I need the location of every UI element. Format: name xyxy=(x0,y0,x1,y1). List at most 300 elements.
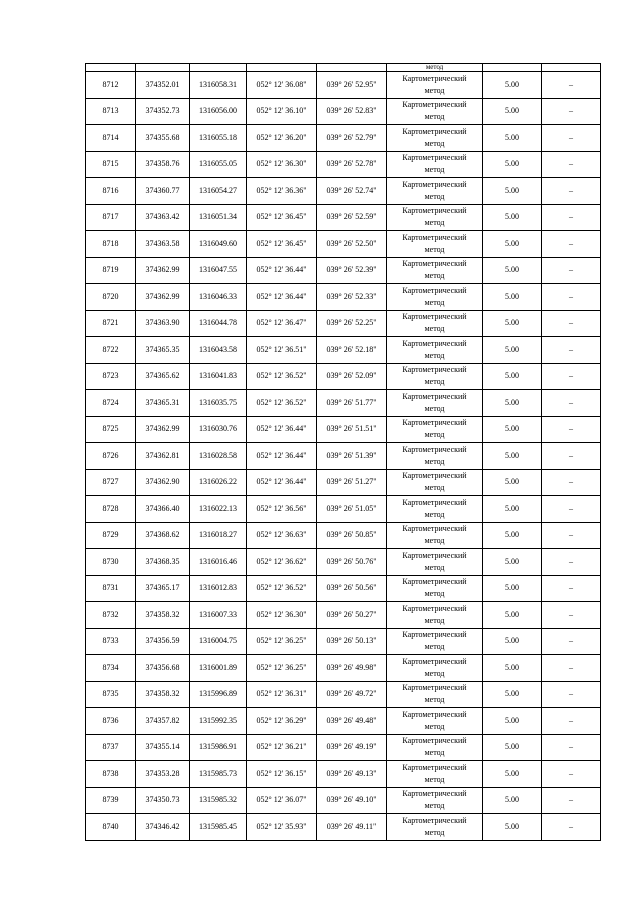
cell-accuracy: 5.00 xyxy=(483,628,542,655)
method-line-2: метод xyxy=(424,191,445,201)
cell-latitude: 052° 12' 36.52" xyxy=(247,390,317,417)
cell-method xyxy=(387,98,483,125)
cell-x-coordinate: 374363.58 xyxy=(136,231,190,258)
method-line-2: метод xyxy=(424,642,445,652)
cell-method xyxy=(387,469,483,496)
cell-method-continued: метод xyxy=(387,64,483,72)
cell-longitude: 039° 26' 50.85" xyxy=(317,522,387,549)
cell-description: – xyxy=(542,814,601,841)
cell-y-coordinate: 1316054.27 xyxy=(190,178,247,205)
cell-latitude: 052° 12' 36.52" xyxy=(247,575,317,602)
method-line-1: Картометрический xyxy=(402,683,467,693)
method-line-2: метод xyxy=(424,721,445,731)
method-line-2: метод xyxy=(424,271,445,281)
cell-method xyxy=(387,681,483,708)
table-row xyxy=(86,337,601,364)
method-line-2: метод xyxy=(424,827,445,837)
method-line-1: Картометрический xyxy=(402,709,467,719)
cell-description: – xyxy=(542,231,601,258)
cell-y-coordinate: 1316012.83 xyxy=(190,575,247,602)
method-line-1: Картометрический xyxy=(402,471,467,481)
cell-point-number: 8729 xyxy=(86,522,136,549)
method-line-2: метод xyxy=(424,801,445,811)
method-line-1: Картометрический xyxy=(402,656,467,666)
table-row xyxy=(86,602,601,629)
cell-latitude: 052° 12' 36.10" xyxy=(247,98,317,125)
cell-method xyxy=(387,416,483,443)
cell-longitude: 039° 26' 51.05" xyxy=(317,496,387,523)
cell-empty xyxy=(136,64,190,72)
cell-accuracy: 5.00 xyxy=(483,204,542,231)
cell-latitude: 052° 12' 36.45" xyxy=(247,231,317,258)
cell-accuracy: 5.00 xyxy=(483,72,542,99)
cell-accuracy: 5.00 xyxy=(483,549,542,576)
method-line-1: Картометрический xyxy=(402,232,467,242)
cell-point-number: 8712 xyxy=(86,72,136,99)
cell-accuracy: 5.00 xyxy=(483,337,542,364)
cell-y-coordinate: 1315985.73 xyxy=(190,761,247,788)
cell-latitude: 052° 12' 36.25" xyxy=(247,628,317,655)
cell-accuracy: 5.00 xyxy=(483,522,542,549)
cell-longitude: 039° 26' 52.25" xyxy=(317,310,387,337)
cell-x-coordinate: 374362.99 xyxy=(136,257,190,284)
cell-y-coordinate: 1316007.33 xyxy=(190,602,247,629)
method-line-2: метод xyxy=(424,668,445,678)
cell-point-number: 8728 xyxy=(86,496,136,523)
cell-longitude: 039° 26' 52.95" xyxy=(317,72,387,99)
cell-latitude: 052° 12' 36.52" xyxy=(247,363,317,390)
table-row xyxy=(86,787,601,814)
cell-x-coordinate: 374358.32 xyxy=(136,681,190,708)
method-line-1: Картометрический xyxy=(402,577,467,587)
method-line-2: метод xyxy=(424,244,445,254)
cell-method xyxy=(387,178,483,205)
cell-longitude: 039° 26' 49.11" xyxy=(317,814,387,841)
cell-y-coordinate: 1316055.05 xyxy=(190,151,247,178)
cell-longitude: 039° 26' 49.10" xyxy=(317,787,387,814)
cell-y-coordinate: 1316041.83 xyxy=(190,363,247,390)
cell-y-coordinate: 1316004.75 xyxy=(190,628,247,655)
cell-x-coordinate: 374353.28 xyxy=(136,761,190,788)
method-line-2: метод xyxy=(424,112,445,122)
cell-accuracy: 5.00 xyxy=(483,257,542,284)
cell-point-number: 8731 xyxy=(86,575,136,602)
cell-description: – xyxy=(542,628,601,655)
table-row xyxy=(86,98,601,125)
method-line-2: метод xyxy=(424,483,445,493)
method-line-1: Картометрический xyxy=(402,418,467,428)
cell-x-coordinate: 374358.32 xyxy=(136,602,190,629)
cell-description: – xyxy=(542,72,601,99)
cell-empty xyxy=(317,64,387,72)
method-line-2: метод xyxy=(424,218,445,228)
cell-y-coordinate: 1316044.78 xyxy=(190,310,247,337)
cell-x-coordinate: 374362.99 xyxy=(136,284,190,311)
cell-empty xyxy=(483,64,542,72)
method-line-1: Картометрический xyxy=(402,312,467,322)
table-row xyxy=(86,125,601,152)
cell-x-coordinate: 374368.62 xyxy=(136,522,190,549)
cell-y-coordinate: 1316047.55 xyxy=(190,257,247,284)
table-row xyxy=(86,231,601,258)
cell-description: – xyxy=(542,734,601,761)
cell-longitude: 039° 26' 51.39" xyxy=(317,443,387,470)
cell-empty xyxy=(86,64,136,72)
cell-latitude: 052° 12' 35.93" xyxy=(247,814,317,841)
cell-point-number: 8732 xyxy=(86,602,136,629)
method-line-2: метод xyxy=(424,377,445,387)
cell-latitude: 052° 12' 36.44" xyxy=(247,469,317,496)
table-row xyxy=(86,416,601,443)
method-line-2: метод xyxy=(424,562,445,572)
cell-description: – xyxy=(542,125,601,152)
table-row xyxy=(86,708,601,735)
cell-y-coordinate: 1316051.34 xyxy=(190,204,247,231)
cell-latitude: 052° 12' 36.44" xyxy=(247,257,317,284)
cell-accuracy: 5.00 xyxy=(483,98,542,125)
cell-method xyxy=(387,204,483,231)
cell-longitude: 039° 26' 49.19" xyxy=(317,734,387,761)
cell-y-coordinate: 1316016.46 xyxy=(190,549,247,576)
cell-point-number: 8715 xyxy=(86,151,136,178)
method-line-1: Картометрический xyxy=(402,338,467,348)
cell-y-coordinate: 1316026.22 xyxy=(190,469,247,496)
cell-description: – xyxy=(542,151,601,178)
method-line-1: Картометрический xyxy=(402,603,467,613)
cell-method xyxy=(387,443,483,470)
cell-method xyxy=(387,549,483,576)
table-row xyxy=(86,390,601,417)
cell-latitude: 052° 12' 36.62" xyxy=(247,549,317,576)
cell-method xyxy=(387,125,483,152)
method-line-2: метод xyxy=(424,297,445,307)
cell-latitude: 052° 12' 36.30" xyxy=(247,602,317,629)
cell-x-coordinate: 374363.42 xyxy=(136,204,190,231)
cell-x-coordinate: 374358.76 xyxy=(136,151,190,178)
cell-accuracy: 5.00 xyxy=(483,231,542,258)
cell-y-coordinate: 1316022.13 xyxy=(190,496,247,523)
cell-y-coordinate: 1315985.32 xyxy=(190,787,247,814)
cell-point-number: 8719 xyxy=(86,257,136,284)
cell-method xyxy=(387,602,483,629)
cell-accuracy: 5.00 xyxy=(483,125,542,152)
method-line-1: Картометрический xyxy=(402,815,467,825)
method-line-2: метод xyxy=(424,615,445,625)
cell-method xyxy=(387,734,483,761)
cell-description: – xyxy=(542,416,601,443)
cell-method xyxy=(387,257,483,284)
cell-accuracy: 5.00 xyxy=(483,761,542,788)
method-line-2: метод xyxy=(424,430,445,440)
table-row xyxy=(86,522,601,549)
table-row xyxy=(86,761,601,788)
cell-method xyxy=(387,761,483,788)
method-line-1: Картометрический xyxy=(402,179,467,189)
cell-latitude: 052° 12' 36.45" xyxy=(247,204,317,231)
method-line-2: метод xyxy=(424,695,445,705)
cell-description: – xyxy=(542,204,601,231)
cell-y-coordinate: 1316046.33 xyxy=(190,284,247,311)
cell-y-coordinate: 1316056.00 xyxy=(190,98,247,125)
method-line-1: Картометрический xyxy=(402,497,467,507)
cell-latitude: 052° 12' 36.25" xyxy=(247,655,317,682)
cell-empty xyxy=(542,64,601,72)
table-row xyxy=(86,469,601,496)
cell-accuracy: 5.00 xyxy=(483,708,542,735)
cell-longitude: 039° 26' 52.78" xyxy=(317,151,387,178)
cell-method xyxy=(387,363,483,390)
cell-description: – xyxy=(542,681,601,708)
cell-point-number: 8718 xyxy=(86,231,136,258)
method-line-2: метод xyxy=(424,774,445,784)
cell-accuracy: 5.00 xyxy=(483,814,542,841)
cell-point-number: 8716 xyxy=(86,178,136,205)
cell-longitude: 039° 26' 50.13" xyxy=(317,628,387,655)
cell-longitude: 039° 26' 52.83" xyxy=(317,98,387,125)
cell-point-number: 8736 xyxy=(86,708,136,735)
cell-x-coordinate: 374356.68 xyxy=(136,655,190,682)
cell-accuracy: 5.00 xyxy=(483,390,542,417)
method-line-2: метод xyxy=(424,138,445,148)
cell-x-coordinate: 374365.35 xyxy=(136,337,190,364)
cell-accuracy: 5.00 xyxy=(483,443,542,470)
cell-longitude: 039° 26' 49.13" xyxy=(317,761,387,788)
method-line-1: Картометрический xyxy=(402,789,467,799)
cell-description: – xyxy=(542,602,601,629)
cell-point-number: 8730 xyxy=(86,549,136,576)
cell-x-coordinate: 374357.82 xyxy=(136,708,190,735)
cell-longitude: 039° 26' 49.48" xyxy=(317,708,387,735)
cell-y-coordinate: 1316028.58 xyxy=(190,443,247,470)
cell-accuracy: 5.00 xyxy=(483,363,542,390)
method-line-2: метод xyxy=(424,324,445,334)
cell-method xyxy=(387,655,483,682)
cell-y-coordinate: 1316035.75 xyxy=(190,390,247,417)
cell-description: – xyxy=(542,575,601,602)
cell-y-coordinate: 1315986.91 xyxy=(190,734,247,761)
cell-point-number: 8723 xyxy=(86,363,136,390)
cell-latitude: 052° 12' 36.15" xyxy=(247,761,317,788)
method-line-1: Картометрический xyxy=(402,206,467,216)
method-line-1: Картометрический xyxy=(402,126,467,136)
cell-longitude: 039° 26' 49.98" xyxy=(317,655,387,682)
method-line-1: Картометрический xyxy=(402,736,467,746)
cell-x-coordinate: 374346.42 xyxy=(136,814,190,841)
cell-description: – xyxy=(542,363,601,390)
cell-longitude: 039° 26' 52.59" xyxy=(317,204,387,231)
cell-longitude: 039° 26' 52.74" xyxy=(317,178,387,205)
method-line-2: метод xyxy=(424,165,445,175)
cell-method xyxy=(387,151,483,178)
table-row xyxy=(86,178,601,205)
cell-point-number: 8735 xyxy=(86,681,136,708)
table-row xyxy=(86,284,601,311)
method-line-1: Картометрический xyxy=(402,259,467,269)
cell-description: – xyxy=(542,787,601,814)
method-line-2: метод xyxy=(424,748,445,758)
method-line-1: Картометрический xyxy=(402,524,467,534)
method-line-2: метод xyxy=(424,350,445,360)
cell-x-coordinate: 374362.90 xyxy=(136,469,190,496)
cell-accuracy: 5.00 xyxy=(483,469,542,496)
cell-y-coordinate: 1316030.76 xyxy=(190,416,247,443)
method-line-1: Картометрический xyxy=(402,444,467,454)
cell-accuracy: 5.00 xyxy=(483,734,542,761)
table-row xyxy=(86,204,601,231)
method-line-2: метод xyxy=(424,456,445,466)
method-line-1: Картометрический xyxy=(402,550,467,560)
cell-y-coordinate: 1315985.45 xyxy=(190,814,247,841)
cell-y-coordinate: 1316058.31 xyxy=(190,72,247,99)
cell-latitude: 052° 12' 36.44" xyxy=(247,284,317,311)
cell-longitude: 039° 26' 51.27" xyxy=(317,469,387,496)
cell-method xyxy=(387,284,483,311)
method-line-1: Картометрический xyxy=(402,630,467,640)
cell-longitude: 039° 26' 50.56" xyxy=(317,575,387,602)
cell-description: – xyxy=(542,98,601,125)
cell-latitude: 052° 12' 36.07" xyxy=(247,787,317,814)
cell-point-number: 8733 xyxy=(86,628,136,655)
cell-longitude: 039° 26' 52.33" xyxy=(317,284,387,311)
cell-y-coordinate: 1316049.60 xyxy=(190,231,247,258)
cell-latitude: 052° 12' 36.08" xyxy=(247,72,317,99)
cell-latitude: 052° 12' 36.21" xyxy=(247,734,317,761)
cell-latitude: 052° 12' 36.63" xyxy=(247,522,317,549)
cell-latitude: 052° 12' 36.36" xyxy=(247,178,317,205)
cell-x-coordinate: 374356.59 xyxy=(136,628,190,655)
cell-point-number: 8713 xyxy=(86,98,136,125)
cell-x-coordinate: 374365.17 xyxy=(136,575,190,602)
cell-point-number: 8722 xyxy=(86,337,136,364)
cell-method xyxy=(387,337,483,364)
cell-description: – xyxy=(542,469,601,496)
table-row xyxy=(86,575,601,602)
cell-x-coordinate: 374362.99 xyxy=(136,416,190,443)
cell-method xyxy=(387,628,483,655)
cell-accuracy: 5.00 xyxy=(483,151,542,178)
cell-description: – xyxy=(542,496,601,523)
cell-accuracy: 5.00 xyxy=(483,284,542,311)
cell-description: – xyxy=(542,284,601,311)
cell-y-coordinate: 1316018.27 xyxy=(190,522,247,549)
cell-x-coordinate: 374350.73 xyxy=(136,787,190,814)
cell-point-number: 8737 xyxy=(86,734,136,761)
cell-description: – xyxy=(542,310,601,337)
cell-latitude: 052° 12' 36.31" xyxy=(247,681,317,708)
cell-longitude: 039° 26' 50.76" xyxy=(317,549,387,576)
cell-method xyxy=(387,496,483,523)
cell-y-coordinate: 1316043.58 xyxy=(190,337,247,364)
method-line-1: Картометрический xyxy=(402,391,467,401)
continuation-row xyxy=(86,64,601,72)
cell-longitude: 039° 26' 52.09" xyxy=(317,363,387,390)
cell-longitude: 039° 26' 51.51" xyxy=(317,416,387,443)
cell-longitude: 039° 26' 49.72" xyxy=(317,681,387,708)
cell-longitude: 039° 26' 52.50" xyxy=(317,231,387,258)
cell-latitude: 052° 12' 36.30" xyxy=(247,151,317,178)
cell-x-coordinate: 374366.40 xyxy=(136,496,190,523)
cell-accuracy: 5.00 xyxy=(483,416,542,443)
cell-accuracy: 5.00 xyxy=(483,178,542,205)
cell-point-number: 8740 xyxy=(86,814,136,841)
cell-x-coordinate: 374352.01 xyxy=(136,72,190,99)
cell-x-coordinate: 374355.14 xyxy=(136,734,190,761)
cell-accuracy: 5.00 xyxy=(483,496,542,523)
cell-latitude: 052° 12' 36.44" xyxy=(247,443,317,470)
cell-method xyxy=(387,231,483,258)
cell-y-coordinate: 1316001.89 xyxy=(190,655,247,682)
cell-description: – xyxy=(542,337,601,364)
cell-description: – xyxy=(542,522,601,549)
cell-accuracy: 5.00 xyxy=(483,681,542,708)
table-row xyxy=(86,681,601,708)
cell-point-number: 8727 xyxy=(86,469,136,496)
method-line-2: метод xyxy=(424,536,445,546)
cell-method xyxy=(387,814,483,841)
cell-method xyxy=(387,708,483,735)
cell-longitude: 039° 26' 52.18" xyxy=(317,337,387,364)
table-row xyxy=(86,734,601,761)
cell-point-number: 8720 xyxy=(86,284,136,311)
cell-y-coordinate: 1315992.35 xyxy=(190,708,247,735)
cell-point-number: 8717 xyxy=(86,204,136,231)
cell-accuracy: 5.00 xyxy=(483,575,542,602)
cell-x-coordinate: 374363.90 xyxy=(136,310,190,337)
cell-point-number: 8726 xyxy=(86,443,136,470)
cell-x-coordinate: 374352.73 xyxy=(136,98,190,125)
cell-method xyxy=(387,72,483,99)
cell-empty xyxy=(247,64,317,72)
table-row xyxy=(86,496,601,523)
cell-point-number: 8721 xyxy=(86,310,136,337)
table-row xyxy=(86,151,601,178)
cell-method xyxy=(387,310,483,337)
cell-x-coordinate: 374355.68 xyxy=(136,125,190,152)
cell-latitude: 052° 12' 36.56" xyxy=(247,496,317,523)
table-row xyxy=(86,257,601,284)
method-line-2: метод xyxy=(424,85,445,95)
cell-latitude: 052° 12' 36.20" xyxy=(247,125,317,152)
table-row xyxy=(86,363,601,390)
cell-point-number: 8725 xyxy=(86,416,136,443)
cell-longitude: 039° 26' 52.39" xyxy=(317,257,387,284)
cell-method xyxy=(387,522,483,549)
cell-description: – xyxy=(542,761,601,788)
cell-longitude: 039° 26' 50.27" xyxy=(317,602,387,629)
cell-description: – xyxy=(542,655,601,682)
cell-method xyxy=(387,575,483,602)
method-line-2: метод xyxy=(424,403,445,413)
cell-x-coordinate: 374360.77 xyxy=(136,178,190,205)
cell-longitude: 039° 26' 52.79" xyxy=(317,125,387,152)
cell-accuracy: 5.00 xyxy=(483,602,542,629)
cell-accuracy: 5.00 xyxy=(483,310,542,337)
cell-description: – xyxy=(542,257,601,284)
cell-latitude: 052° 12' 36.47" xyxy=(247,310,317,337)
cell-method xyxy=(387,787,483,814)
cell-description: – xyxy=(542,549,601,576)
cell-y-coordinate: 1316055.18 xyxy=(190,125,247,152)
cell-point-number: 8734 xyxy=(86,655,136,682)
cell-description: – xyxy=(542,178,601,205)
table-row xyxy=(86,549,601,576)
table-row xyxy=(86,628,601,655)
method-line-1: Картометрический xyxy=(402,365,467,375)
cell-x-coordinate: 374365.31 xyxy=(136,390,190,417)
method-line-2: метод xyxy=(424,589,445,599)
cell-description: – xyxy=(542,708,601,735)
cell-accuracy: 5.00 xyxy=(483,655,542,682)
